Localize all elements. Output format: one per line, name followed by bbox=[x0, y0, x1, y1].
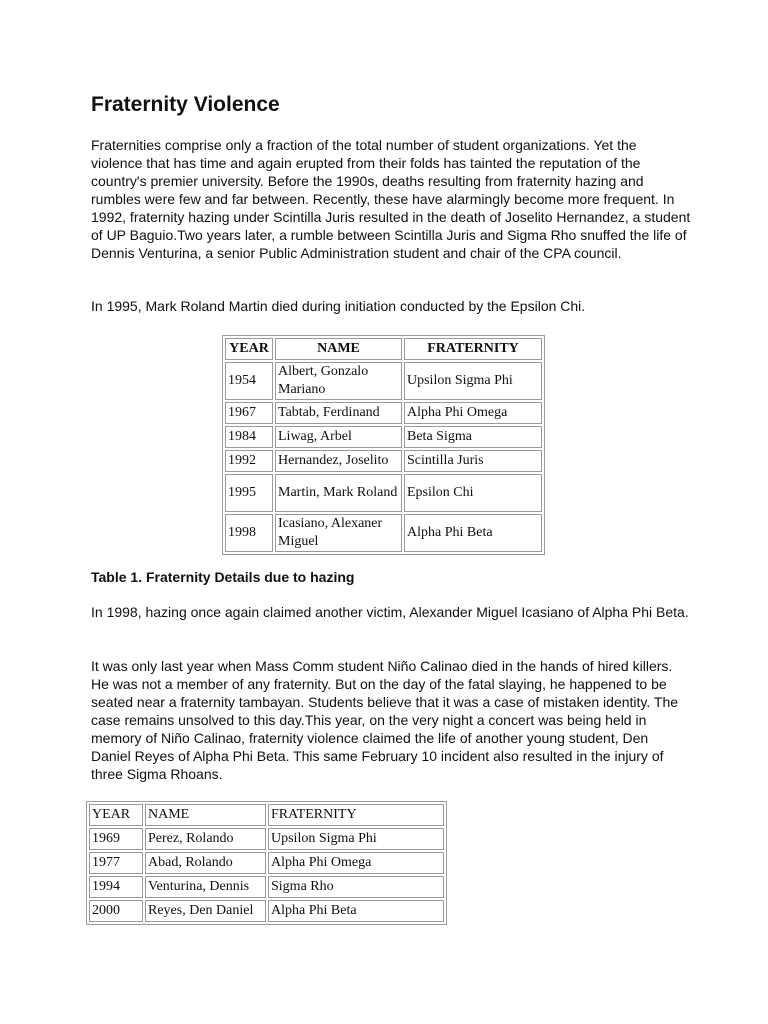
cell-name: Albert, Gonzalo Mariano bbox=[275, 362, 402, 400]
column-header-year: YEAR bbox=[89, 804, 143, 826]
table-row bbox=[225, 474, 542, 512]
paragraph-1998: In 1998, hazing once again claimed another victim, Alexander Miguel Icasiano of Alpha Phi Beta. bbox=[91, 604, 689, 620]
cell-year: 1954 bbox=[225, 362, 273, 400]
table-header-row bbox=[89, 804, 444, 826]
table-row bbox=[225, 426, 542, 448]
column-header-name: NAME bbox=[275, 338, 402, 360]
cell-fraternity: Scintilla Juris bbox=[404, 450, 542, 472]
cell-year: 1984 bbox=[225, 426, 273, 448]
cell-fraternity: Alpha Phi Beta bbox=[404, 514, 542, 552]
table-caption: Table 1. Fraternity Details due to hazing bbox=[91, 569, 355, 585]
table-row bbox=[89, 828, 444, 850]
cell-fraternity: Sigma Rho bbox=[268, 876, 444, 898]
cell-fraternity: Alpha Phi Omega bbox=[404, 402, 542, 424]
cell-name: Venturina, Dennis bbox=[145, 876, 266, 898]
paragraph-calinao: It was only last year when Mass Comm student Niño Calinao died in the hands of hired killers. He was not a member of any fraternity. But on the day of the fatal slaying, he happened to be seated near a fraternity tambayan. Students believe that it was a case of mistaken identity. The case remains unsolved to this day.This year, on the very night a concert was being held in memory of Niño Calinao, fraternity violence claimed the life of another young student, Den Daniel Reyes of Alpha Phi Beta. This same February 10 incident also resulted in the injury of three Sigma Rhoans. bbox=[91, 658, 679, 782]
cell-name: Hernandez, Joselito bbox=[275, 450, 402, 472]
cell-name: Reyes, Den Daniel bbox=[145, 900, 266, 922]
cell-year: 1967 bbox=[225, 402, 273, 424]
table-row bbox=[89, 852, 444, 874]
cell-fraternity: Epsilon Chi bbox=[404, 474, 542, 512]
cell-name: Liwag, Arbel bbox=[275, 426, 402, 448]
cell-year: 1995 bbox=[225, 474, 273, 512]
cell-year: 1994 bbox=[89, 876, 143, 898]
cell-year: 1969 bbox=[89, 828, 143, 850]
cell-name: Martin, Mark Roland bbox=[275, 474, 402, 512]
cell-year: 1992 bbox=[225, 450, 273, 472]
column-header-name: NAME bbox=[145, 804, 266, 826]
table-row bbox=[89, 900, 444, 922]
cell-name: Icasiano, Alexaner Miguel bbox=[275, 514, 402, 552]
cell-name: Abad, Rolando bbox=[145, 852, 266, 874]
cell-fraternity: Alpha Phi Omega bbox=[268, 852, 444, 874]
fraternity-violence-table bbox=[86, 801, 447, 925]
table-row bbox=[225, 402, 542, 424]
table-row bbox=[225, 362, 542, 400]
cell-fraternity: Upsilon Sigma Phi bbox=[404, 362, 542, 400]
paragraph-1995: In 1995, Mark Roland Martin died during initiation conducted by the Epsilon Chi. bbox=[91, 298, 586, 314]
cell-fraternity: Upsilon Sigma Phi bbox=[268, 828, 444, 850]
table-row bbox=[225, 450, 542, 472]
cell-name: Tabtab, Ferdinand bbox=[275, 402, 402, 424]
cell-fraternity: Alpha Phi Beta bbox=[268, 900, 444, 922]
paragraph-intro: Fraternities comprise only a fraction of the total number of student organizations. Yet the violence that has time and again erupted from their folds has tainted the reputation of the country's premier university. Before the 1990s, deaths resulting from fraternity hazing and rumbles were few and far between. Recently, these have alarmingly become more frequent. In 1992, fraternity hazing under Scintilla Juris resulted in the death of Joselito Hernandez, a student of UP Baguio.Two years later, a rumble between Scintilla Juris and Sigma Rho snuffed the life of Dennis Venturina, a senior Public Administration student and chair of the CPA council. bbox=[91, 137, 691, 261]
cell-year: 2000 bbox=[89, 900, 143, 922]
column-header-fraternity: FRATERNITY bbox=[268, 804, 444, 826]
table-row bbox=[225, 514, 542, 552]
cell-year: 1998 bbox=[225, 514, 273, 552]
cell-fraternity: Beta Sigma bbox=[404, 426, 542, 448]
cell-name: Perez, Rolando bbox=[145, 828, 266, 850]
hazing-deaths-table bbox=[222, 335, 545, 555]
table-header-row bbox=[225, 338, 542, 360]
column-header-year: YEAR bbox=[225, 338, 273, 360]
document-title: Fraternity Violence bbox=[91, 93, 280, 116]
table-row bbox=[89, 876, 444, 898]
column-header-fraternity: FRATERNITY bbox=[404, 338, 542, 360]
cell-year: 1977 bbox=[89, 852, 143, 874]
